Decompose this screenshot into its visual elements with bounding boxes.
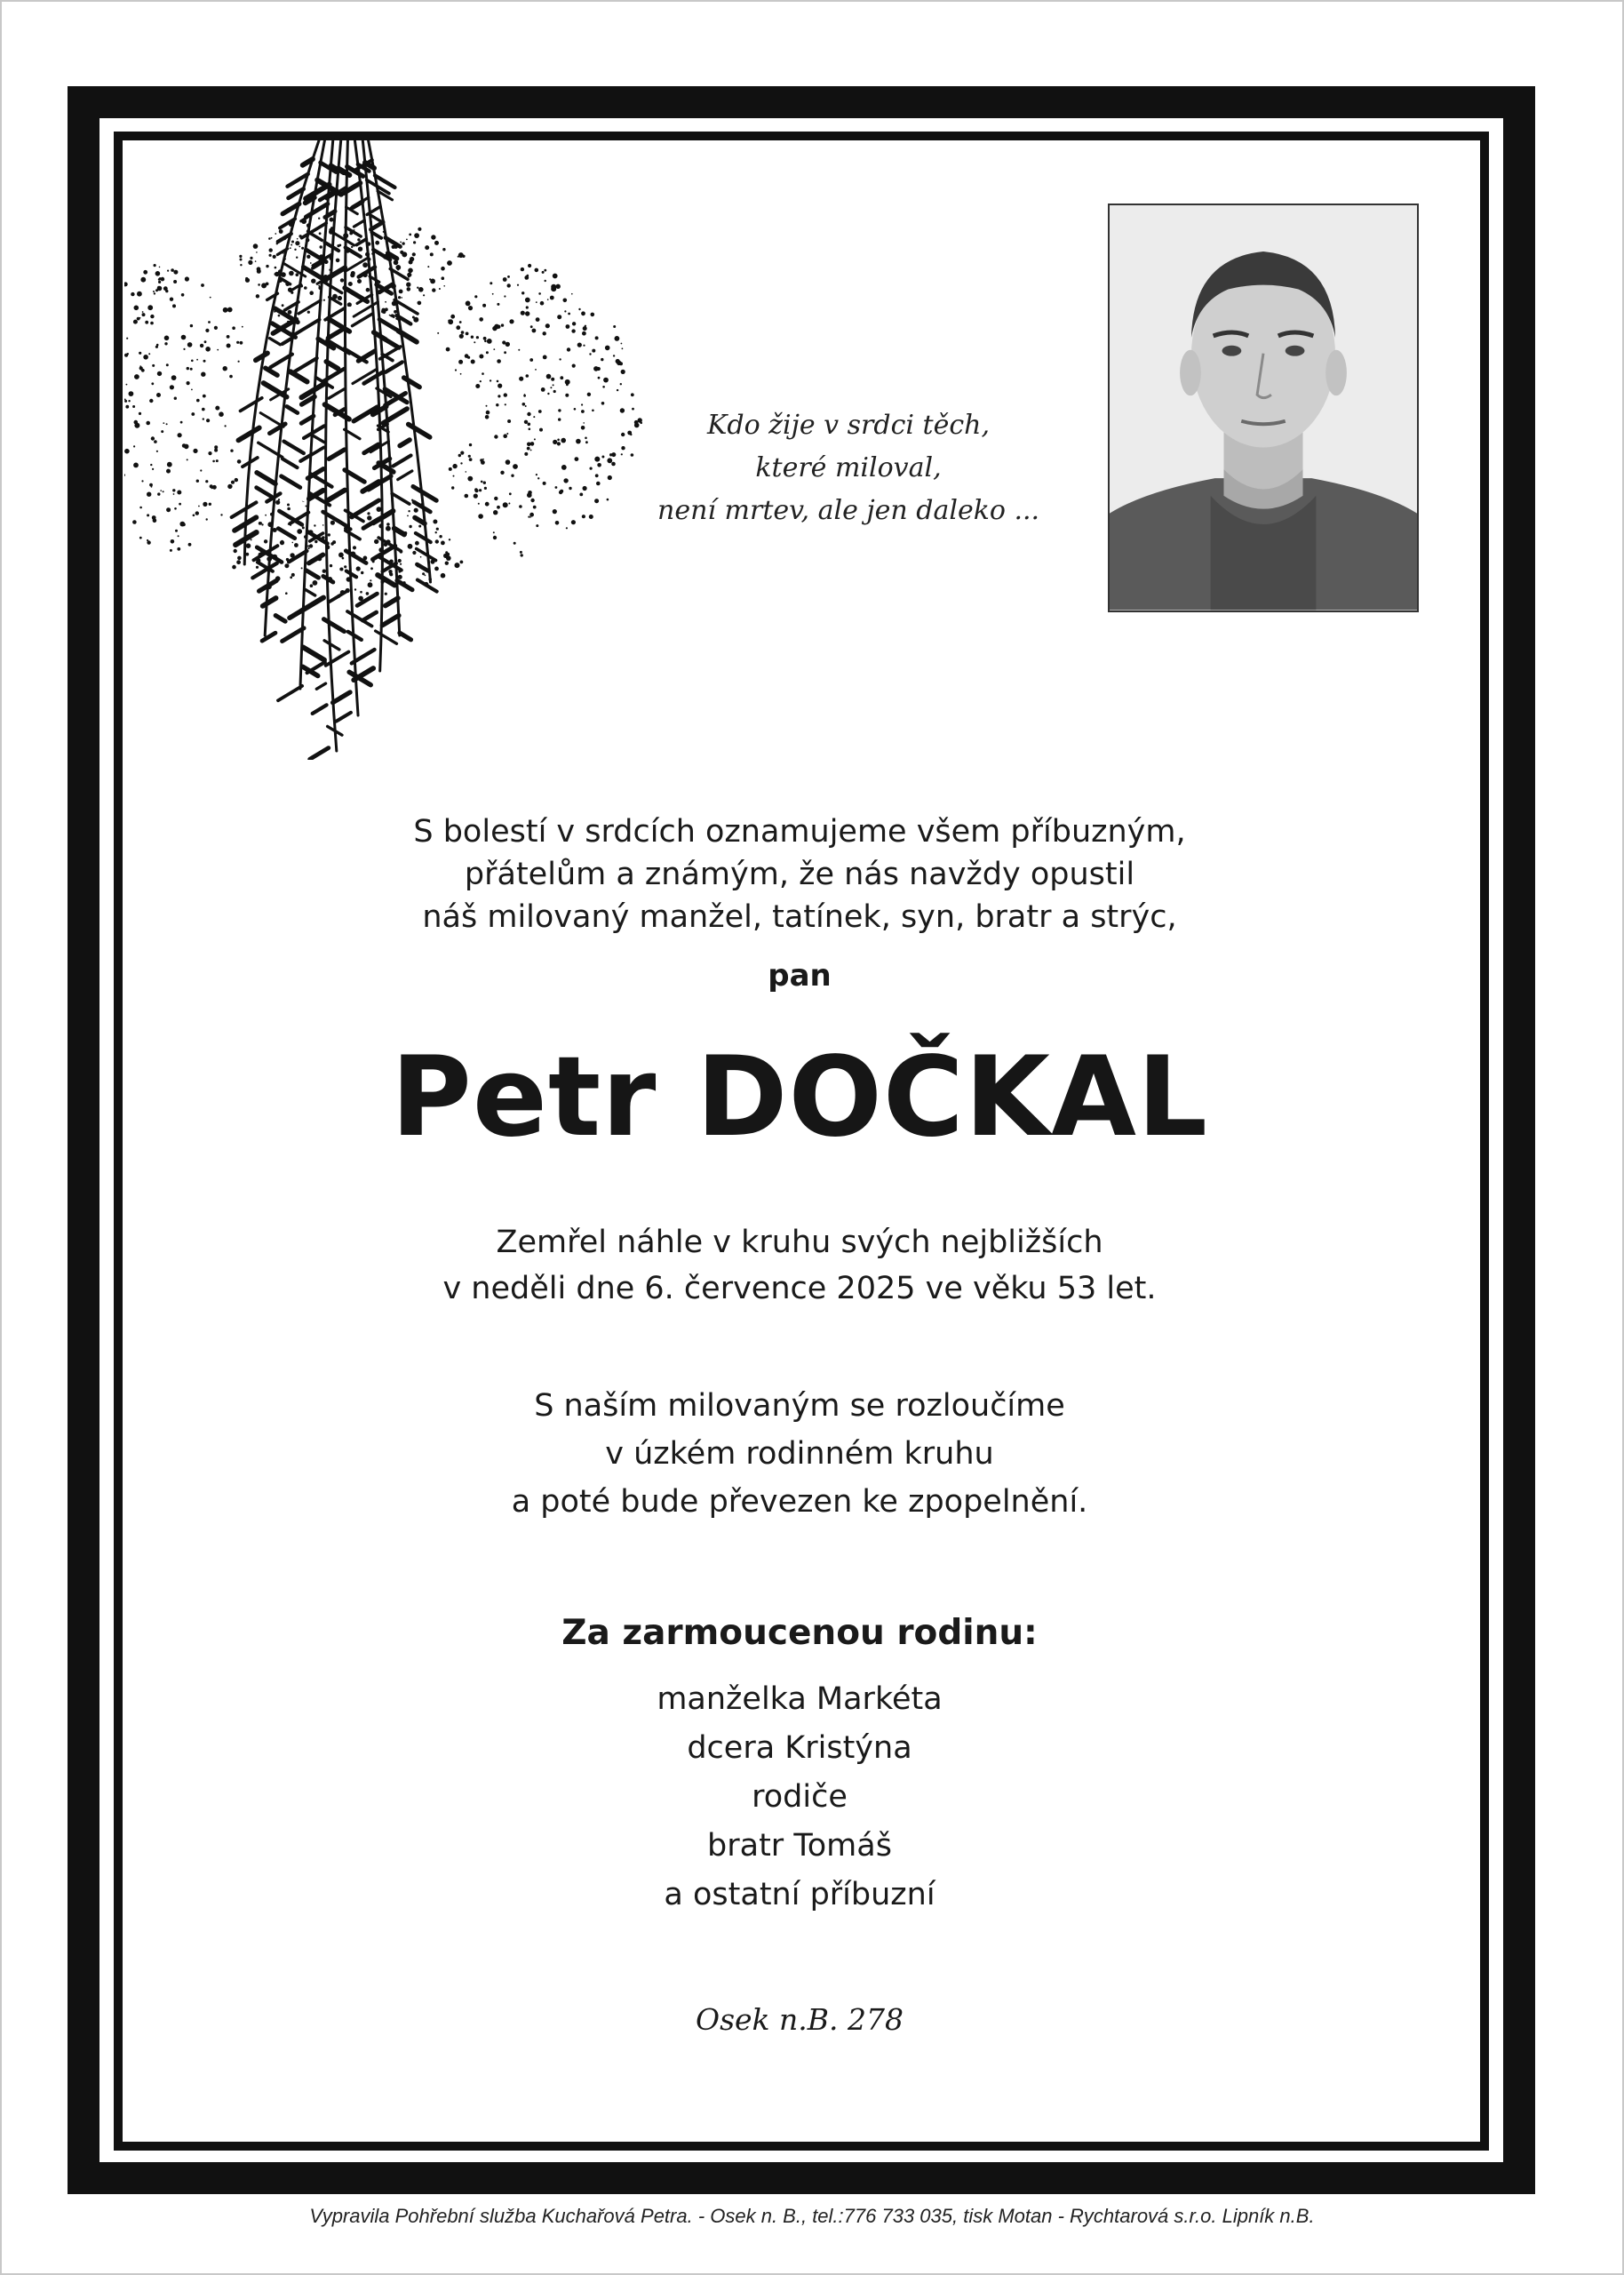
farewell-line: S naším milovaným se rozloučíme bbox=[534, 1388, 1065, 1424]
footer-credits: Vypravila Pohřební služba Kuchařová Petra. - Osek n. B., tel.:776 733 035, tisk Motan - Rychtarová s.r.o. Lipník n.B. bbox=[309, 2205, 1315, 2227]
announcement-line: náš milovaný manžel, tatínek, syn, bratr a strýc, bbox=[422, 899, 1177, 935]
family-title: Za zarmoucenou rodinu: bbox=[561, 1613, 1038, 1653]
weeping-willow-moon-icon bbox=[124, 138, 649, 760]
farewell-line: a poté bude převezen ke zpopelnění. bbox=[511, 1484, 1088, 1520]
motto-line: není mrtev, ale jen daleko ... bbox=[657, 495, 1040, 526]
death-notice-line: Zemřel náhle v kruhu svých nejbližších bbox=[496, 1225, 1103, 1260]
address: Osek n.B. 278 bbox=[696, 2002, 904, 2037]
motto-verse bbox=[657, 404, 1039, 532]
family-member: dcera Kristýna bbox=[687, 1730, 912, 1766]
farewell-line: v úzkém rodinném kruhu bbox=[605, 1436, 994, 1472]
honorific: pan bbox=[768, 958, 832, 994]
announcement-line: S bolestí v srdcích oznamujeme všem příbuzným, bbox=[413, 814, 1186, 850]
portrait-photo bbox=[1108, 204, 1419, 612]
death-notice bbox=[178, 1219, 1421, 1312]
motto-line: Kdo žije v srdci těch, bbox=[706, 410, 991, 441]
announcement-line: přátelům a známým, že nás navždy opustil bbox=[464, 857, 1135, 892]
family-members-list bbox=[178, 1675, 1421, 1920]
announcement-text bbox=[178, 810, 1421, 938]
motto-line: které miloval, bbox=[755, 452, 942, 483]
farewell-notice bbox=[178, 1382, 1421, 1526]
family-member: a ostatní příbuzní bbox=[664, 1877, 935, 1912]
family-member: rodiče bbox=[752, 1779, 848, 1815]
family-member: manželka Markéta bbox=[657, 1681, 943, 1717]
deceased-name: Petr DOČKAL bbox=[391, 1034, 1208, 1161]
family-member: bratr Tomáš bbox=[707, 1828, 892, 1864]
death-notice-line: v neděli dne 6. července 2025 ve věku 53 let. bbox=[442, 1271, 1157, 1306]
